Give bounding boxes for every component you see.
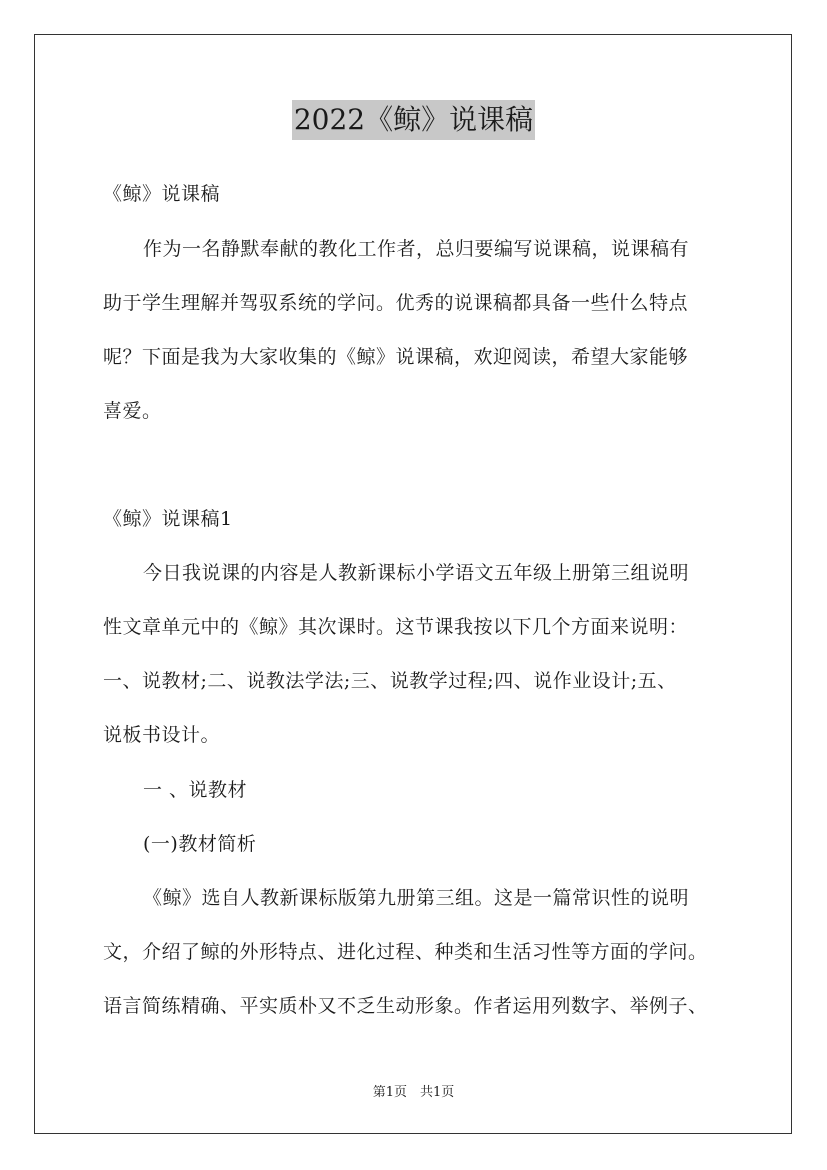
page-footer: 第1页 共1页 <box>372 1085 455 1100</box>
paragraph-line: 说板书设计。 <box>103 724 221 746</box>
subtitle-line: 《鲸》说课稿 <box>103 183 221 205</box>
title-wrap <box>0 100 827 140</box>
paragraph-line: 呢？下面是我为大家收集的《鲸》说课稿，欢迎阅读，希望大家能够 <box>103 346 689 368</box>
paragraph-line: 今日我说课的内容是人教新课标小学语文五年级上册第三组说明 <box>143 562 690 584</box>
paragraph-line: 助于学生理解并驾驭系统的学问。优秀的说课稿都具备一些什么特点 <box>103 292 689 314</box>
paragraph-line: 一、说教材;二、说教法学法;三、说教学过程;四、说作业设计;五、 <box>103 670 677 692</box>
subheading-line: 一 、说教材 <box>143 779 248 801</box>
paragraph-line: 《鲸》选自人教新课标版第九册第三组。这是一篇常识性的说明 <box>143 887 690 909</box>
paragraph-line: 性文章单元中的《鲸》其次课时。这节课我按以下几个方面来说明： <box>103 616 689 638</box>
paragraph-line: 喜爱。 <box>103 400 162 422</box>
paragraph-line: 语言简练精确、平实质朴又不乏生动形象。作者运用列数字、举例子、 <box>103 995 708 1017</box>
document-title: 2022《鲸》说课稿 <box>292 100 535 140</box>
section-heading: 《鲸》说课稿1 <box>103 508 233 530</box>
subheading-line: (一)教材简析 <box>143 833 257 855</box>
paragraph-line: 作为一名静默奉献的教化工作者，总归要编写说课稿，说课稿有 <box>143 238 690 260</box>
paragraph-line: 文，介绍了鲸的外形特点、进化过程、种类和生活习性等方面的学问。 <box>103 941 708 963</box>
